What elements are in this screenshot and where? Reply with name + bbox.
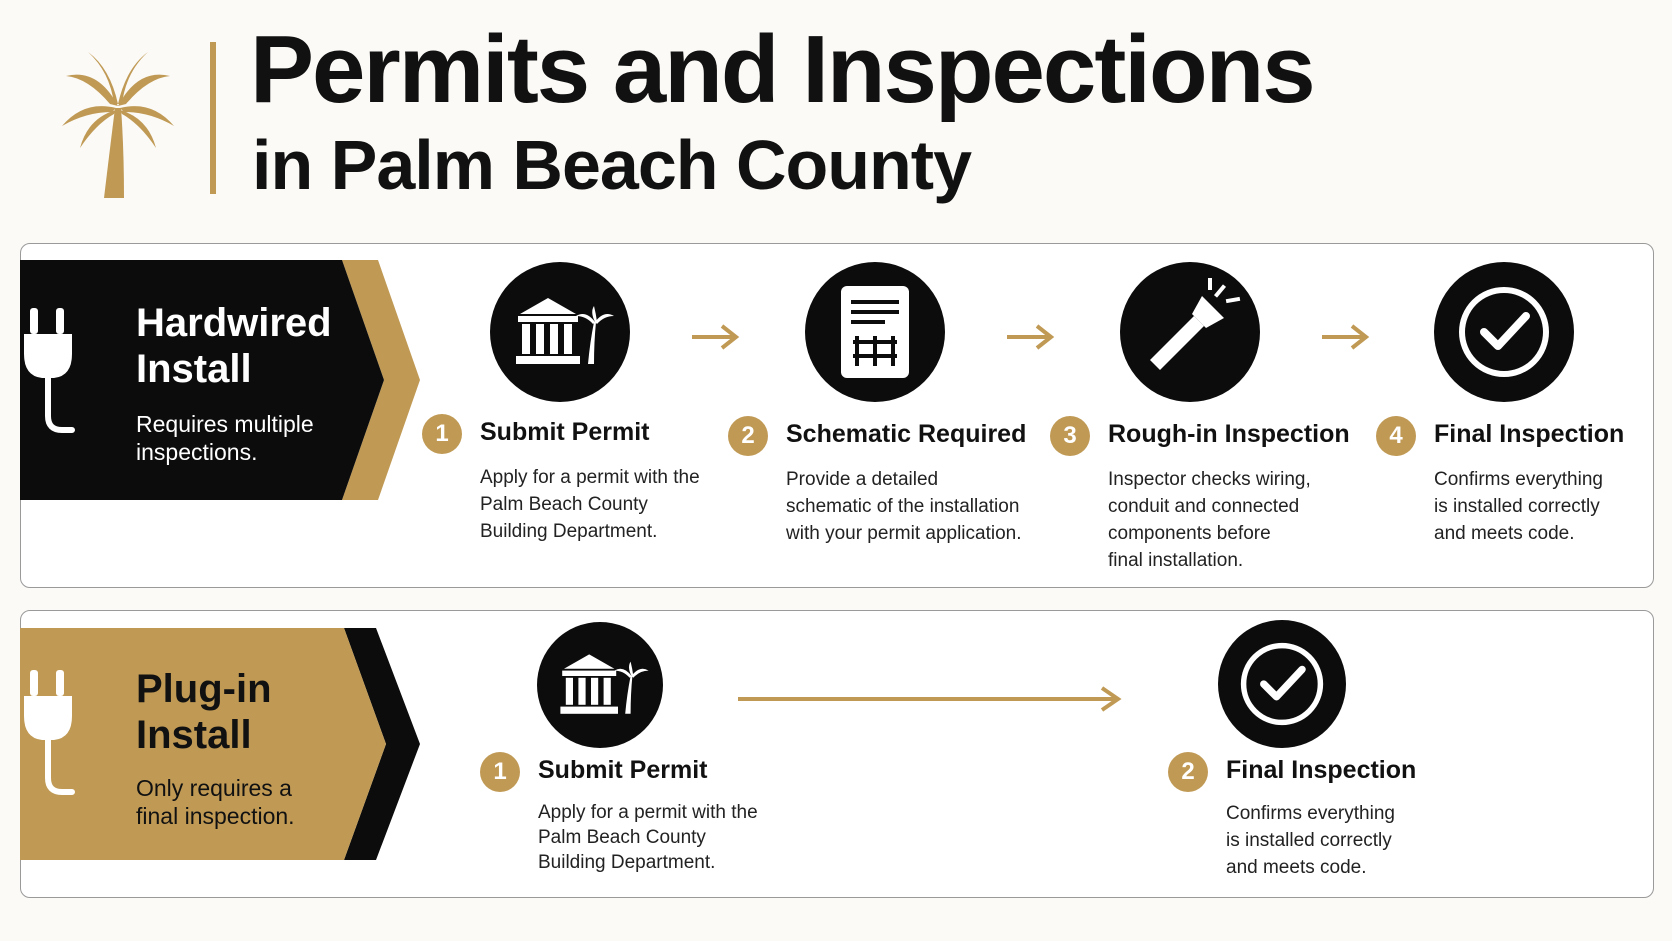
building-icon [537, 622, 663, 748]
hardwired-title-line2: Install [136, 347, 252, 391]
arrow-right-icon [1005, 322, 1055, 352]
step-description: Apply for a permit with the Palm Beach County Building Department. [480, 467, 700, 542]
step-number-badge: 4 [1376, 416, 1416, 456]
palm-tree-icon [58, 48, 178, 198]
step-number-badge: 3 [1050, 416, 1090, 456]
hardwired-subtitle: Requires multiple inspections. [136, 411, 314, 465]
checkmark-icon [1434, 262, 1574, 402]
step-title: Submit Permit [538, 756, 708, 784]
checkmark-icon [1218, 620, 1346, 748]
step-number-badge: 2 [1168, 752, 1208, 792]
schematic-document-icon [805, 262, 945, 402]
plugin-banner [20, 628, 440, 860]
step-title: Rough-in Inspection [1108, 420, 1350, 448]
step-number-badge: 2 [728, 416, 768, 456]
flashlight-icon [1120, 262, 1260, 402]
step-number-badge: 1 [480, 752, 520, 792]
plugin-title [136, 666, 272, 758]
building-icon [490, 262, 630, 402]
step-title: Final Inspection [1434, 420, 1625, 448]
hardwired-title [136, 300, 332, 392]
step-title: Submit Permit [480, 418, 650, 446]
page-subtitle: in Palm Beach County [252, 126, 972, 204]
step-description: Inspector checks wiring, conduit and connected components before final installation. [1108, 469, 1311, 571]
header [0, 0, 1672, 230]
hardwired-banner [20, 260, 440, 500]
hardwired-title-line1: Hardwired [136, 301, 332, 345]
page-title: Permits and Inspections [250, 16, 1314, 123]
plugin-title-line1: Plug-in [136, 667, 272, 711]
step-description: Confirms everything is installed correctly and meets code. [1226, 803, 1395, 878]
plugin-title-line2: Install [136, 713, 252, 757]
step-description: Confirms everything is installed correctly and meets code. [1434, 469, 1603, 544]
plug-icon [20, 306, 80, 436]
plugin-subtitle: Only requires a final inspection. [136, 775, 295, 829]
arrow-right-icon [690, 322, 740, 352]
step-description: Provide a detailed schematic of the installation with your permit application. [786, 469, 1022, 544]
plug-icon [20, 668, 80, 798]
arrow-right-icon [736, 684, 1126, 714]
arrow-right-icon [1320, 322, 1370, 352]
step-title: Schematic Required [786, 420, 1027, 448]
step-title: Final Inspection [1226, 756, 1417, 784]
header-divider [210, 42, 216, 194]
step-description: Apply for a permit with the Palm Beach County Building Department. [538, 802, 758, 873]
step-number-badge: 1 [422, 414, 462, 454]
